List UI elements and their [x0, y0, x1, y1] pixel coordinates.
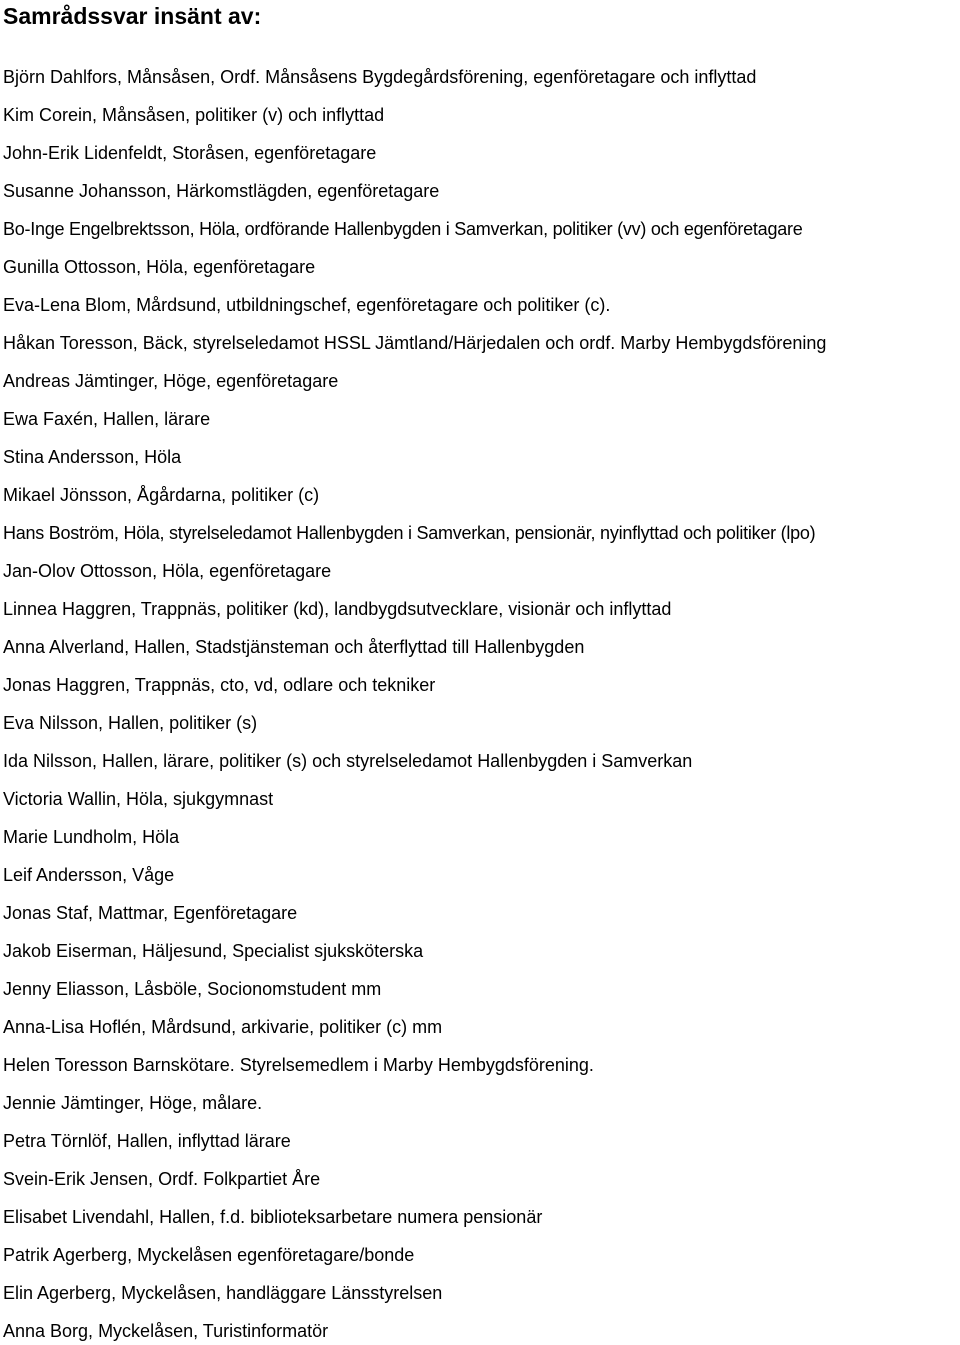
list-item: Jennie Jämtinger, Höge, målare.	[3, 1093, 263, 1113]
list-item: Björn Dahlfors, Månsåsen, Ordf. Månsåsens Bygdegårdsförening, egenföretagare och inflyttad	[3, 67, 757, 87]
list-item: Ewa Faxén, Hallen, lärare	[3, 409, 211, 429]
list-item: Gunilla Ottosson, Höla, egenföretagare	[3, 257, 316, 277]
list-item: Elin Agerberg, Myckelåsen, handläggare Länsstyrelsen	[3, 1283, 443, 1303]
list-item: Bo-Inge Engelbrektsson, Höla, ordförande Hallenbygden i Samverkan, politiker (vv) och egenföretagare	[3, 219, 803, 239]
list-item: Elisabet Livendahl, Hallen, f.d. biblioteksarbetare numera pensionär	[3, 1207, 543, 1227]
list-item: Petra Törnlöf, Hallen, inflyttad lärare	[3, 1131, 291, 1151]
list-item: Anna Borg, Myckelåsen, Turistinformatör	[3, 1321, 329, 1341]
list-item: Marie Lundholm, Höla	[3, 827, 180, 847]
list-item: Andreas Jämtinger, Höge, egenföretagare	[3, 371, 339, 391]
list-item: Håkan Toresson, Bäck, styrelseledamot HSSL Jämtland/Härjedalen och ordf. Marby Hembygdsförening	[3, 333, 827, 353]
list-item: Anna Alverland, Hallen, Stadstjänsteman och återflyttad till Hallenbygden	[3, 637, 585, 657]
list-item: Ida Nilsson, Hallen, lärare, politiker (s) och styrelseledamot Hallenbygden i Samverkan	[3, 751, 693, 771]
list-item: Eva Nilsson, Hallen, politiker (s)	[3, 713, 258, 733]
list-item: John-Erik Lidenfeldt, Storåsen, egenföretagare	[3, 143, 377, 163]
list-item: Eva-Lena Blom, Mårdsund, utbildningschef, egenföretagare och politiker (c).	[3, 295, 611, 315]
list-item: Leif Andersson, Våge	[3, 865, 175, 885]
list-item: Anna-Lisa Hoflén, Mårdsund, arkivarie, politiker (c) mm	[3, 1017, 443, 1037]
list-item: Kim Corein, Månsåsen, politiker (v) och inflyttad	[3, 105, 385, 125]
list-item: Jonas Haggren, Trappnäs, cto, vd, odlare och tekniker	[3, 675, 436, 695]
list-item: Helen Toresson Barnskötare. Styrelsemedlem i Marby Hembygdsförening.	[3, 1055, 594, 1075]
list-item: Mikael Jönsson, Ågårdarna, politiker (c)	[3, 485, 320, 505]
list-item: Jonas Staf, Mattmar, Egenföretagare	[3, 903, 298, 923]
list-item: Jenny Eliasson, Låsböle, Socionomstudent mm	[3, 979, 382, 999]
list-item: Svein-Erik Jensen, Ordf. Folkpartiet Åre	[3, 1169, 321, 1189]
list-item: Susanne Johansson, Härkomstlägden, egenföretagare	[3, 181, 440, 201]
list-item: Jan-Olov Ottosson, Höla, egenföretagare	[3, 561, 332, 581]
list-item: Patrik Agerberg, Myckelåsen egenföretagare/bonde	[3, 1245, 415, 1265]
page-title: Samrådssvar insänt av:	[3, 3, 262, 29]
list-item: Victoria Wallin, Höla, sjukgymnast	[3, 789, 274, 809]
list-item: Stina Andersson, Höla	[3, 447, 182, 467]
list-item: Jakob Eiserman, Häljesund, Specialist sjuksköterska	[3, 941, 424, 961]
list-item: Hans Boström, Höla, styrelseledamot Hallenbygden i Samverkan, pensionär, nyinflyttad och politiker (lpo)	[3, 523, 816, 543]
list-item: Linnea Haggren, Trappnäs, politiker (kd), landbygdsutvecklare, visionär och inflyttad	[3, 599, 672, 619]
